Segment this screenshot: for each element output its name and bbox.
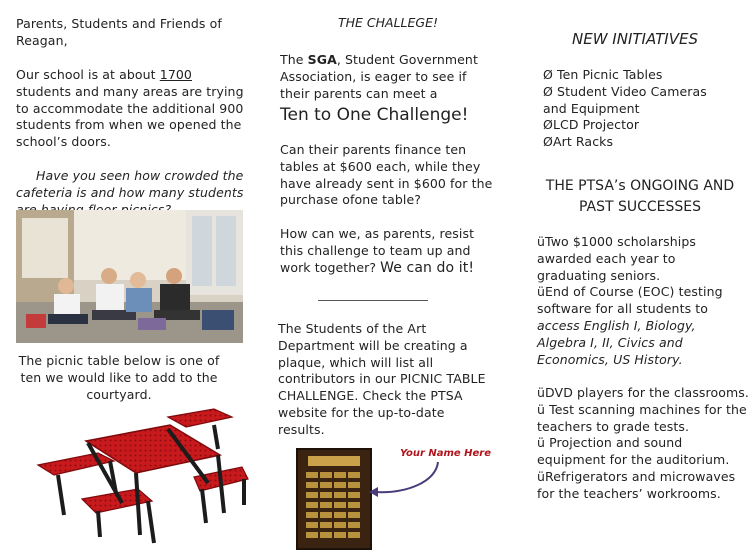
- finance-paragraph: Can their parents finance ten tables at $600 each, while they have already sent in $600 for the purchase ofone table?: [280, 142, 493, 208]
- para1-pre: Our school is at about: [16, 67, 160, 82]
- picnic-table-image: [18, 403, 250, 549]
- your-name-here-label: Your Name Here: [400, 448, 492, 459]
- resist-paragraph: [280, 226, 494, 276]
- successes-list-a: [537, 234, 742, 368]
- challenge-heading: THE CHALLEGE!: [337, 15, 438, 30]
- success-item: [537, 435, 749, 469]
- student-count: 1700: [159, 67, 192, 82]
- checkmark-icon: ü: [537, 234, 546, 249]
- success-text: Refrigerators and microwaves for the teachers’ workrooms.: [537, 468, 736, 501]
- sga-paragraph: [280, 52, 495, 102]
- initiative-text: Art Racks: [552, 134, 614, 150]
- success-text: Projection and sound equipment for the auditorium.: [537, 435, 730, 468]
- initiatives-list: [543, 67, 723, 151]
- successes-list-b: [537, 385, 749, 503]
- students-photo: [16, 210, 243, 343]
- checkmark-icon: ü: [537, 385, 546, 400]
- school-size-paragraph: [16, 67, 244, 151]
- picnic-caption: The picnic table below is one of ten we would like to add to the courtyard.: [18, 353, 220, 402]
- curved-arrow-icon: [366, 460, 446, 500]
- initiative-item: [543, 84, 723, 118]
- initiative-item: [543, 117, 723, 134]
- bullet-arrow-icon: Ø: [543, 83, 553, 99]
- initiative-item: [543, 134, 723, 151]
- success-item: [537, 402, 749, 436]
- bullet-arrow-icon: Ø: [543, 134, 553, 150]
- checkmark-icon: ü: [537, 284, 546, 300]
- initiative-text: LCD Projector: [552, 117, 640, 133]
- initiative-text: Ten Picnic Tables: [557, 67, 663, 82]
- resist-pre: How can we, as parents, resist this challenge to team up and work together?: [280, 226, 475, 275]
- new-initiatives-title: NEW INITIATIVES: [572, 30, 698, 48]
- success-text: DVD players for the classrooms.: [545, 385, 749, 400]
- ten-to-one-title: Ten to One Challenge!: [280, 105, 469, 125]
- success-item: [537, 385, 749, 402]
- bullet-arrow-icon: Ø: [543, 117, 553, 133]
- success-text-italic: access English I, Biology, Algebra I, II, Civics and Economics, US History.: [537, 317, 696, 367]
- we-can-do-it: We can do it!: [380, 259, 475, 276]
- sga-bold: SGA: [307, 52, 337, 67]
- plaque-image: [296, 448, 372, 550]
- art-paragraph: The Students of the Art Department will be creating a plaque, which will list all contributors in our PICNIC TABLE CHALLENGE. Check the PTSA website for the up-to-date results.: [278, 321, 486, 437]
- section-divider: [318, 300, 428, 301]
- sga-post: , Student Government Association, is eager to see if their parents can meet a: [280, 52, 478, 101]
- success-text: Test scanning machines for the teachers to grade tests.: [537, 401, 747, 434]
- success-item: [537, 469, 749, 503]
- success-text: End of Course (EOC) testing software for all students to: [537, 284, 723, 317]
- ptsa-successes-title: THE PTSA’s ONGOING AND PAST SUCCESSES: [545, 178, 735, 215]
- checkmark-icon: ü: [537, 401, 546, 417]
- success-text: Two $1000 scholarships awarded each year to graduating seniors.: [537, 234, 696, 283]
- checkmark-icon: ü: [537, 435, 546, 451]
- checkmark-icon: ü: [537, 468, 546, 484]
- greeting: Parents, Students and Friends of Reagan,: [16, 16, 222, 48]
- initiative-item: [543, 67, 723, 84]
- sga-pre: The: [280, 52, 308, 67]
- para1-post: students and many areas are trying to accommodate the additional 900 students from when we opened the school’s doors.: [16, 83, 244, 150]
- success-item: [537, 234, 742, 284]
- bullet-arrow-icon: Ø: [543, 67, 553, 82]
- success-item: [537, 284, 742, 368]
- initiative-text: Student Video Cameras and Equipment: [543, 83, 707, 116]
- crowded-question: Have you seen how crowded the cafeteria is and how many students: [16, 168, 244, 200]
